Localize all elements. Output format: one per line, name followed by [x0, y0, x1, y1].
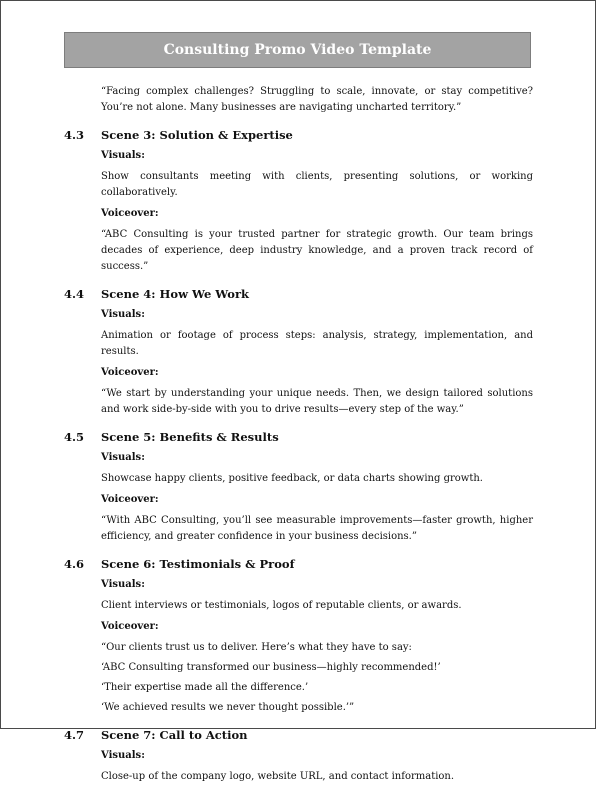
document-body [64, 84, 533, 785]
section-number: 4.4 [64, 287, 85, 301]
voiceover-text: “We start by understanding your unique needs. Then, we design tailored solutions and work side-by-side with you to drive results—every step of the way.” [101, 388, 533, 415]
section-heading-4-6 [64, 556, 533, 572]
visuals-text: Client interviews or testimonials, logos of reputable clients, or awards. [101, 600, 462, 611]
visuals-label: Visuals: [101, 452, 145, 463]
section-heading-4-7 [64, 727, 533, 743]
intro-voiceover-text: “Facing complex challenges? Struggling to scale, innovate, or stay competitive? You’re not alone. Many businesses are navigating uncharted territory.” [101, 86, 533, 113]
section-number: 4.3 [64, 128, 85, 142]
voiceover-text: “ABC Consulting is your trusted partner for strategic growth. Our team brings decades of experience, deep industry knowledge, and a proven track record of success.” [101, 229, 533, 272]
visuals-label: Visuals: [101, 579, 145, 590]
voiceover-text: “With ABC Consulting, you’ll see measurable improvements—faster growth, higher efficiency, and greater confidence in your business decisions.” [101, 515, 533, 542]
section-heading-4-5 [64, 429, 533, 445]
visuals-label: Visuals: [101, 309, 145, 320]
visuals-text: Show consultants meeting with clients, presenting solutions, or working collaboratively. [101, 171, 533, 198]
section-heading-4-3 [64, 127, 533, 143]
document-title-banner [64, 32, 531, 68]
voiceover-label: Voiceover: [101, 367, 159, 378]
section-title: Scene 4: How We Work [101, 287, 249, 301]
testimonial-quote: ‘Their expertise made all the difference.’ [101, 682, 309, 693]
section-number: 4.5 [64, 430, 85, 444]
section-title: Scene 7: Call to Action [101, 728, 248, 742]
visuals-text: Animation or footage of process steps: analysis, strategy, implementation, and results. [101, 330, 533, 357]
voiceover-label: Voiceover: [101, 621, 159, 632]
section-number: 4.6 [64, 557, 85, 571]
voiceover-line: “Our clients trust us to deliver. Here’s what they have to say: [101, 642, 412, 653]
section-heading-4-4 [64, 286, 533, 302]
visuals-text: Showcase happy clients, positive feedback, or data charts showing growth. [101, 473, 483, 484]
testimonial-quote: ‘We achieved results we never thought possible.’” [101, 702, 355, 713]
voiceover-label: Voiceover: [101, 208, 159, 219]
visuals-text: Close-up of the company logo, website URL, and contact information. [101, 771, 455, 782]
visuals-label: Visuals: [101, 150, 145, 161]
section-number: 4.7 [64, 728, 85, 742]
testimonial-quote: ‘ABC Consulting transformed our business—highly recommended!’ [101, 662, 441, 673]
voiceover-label: Voiceover: [101, 494, 159, 505]
section-title: Scene 3: Solution & Expertise [101, 128, 293, 142]
visuals-label: Visuals: [101, 750, 145, 761]
document-title: Consulting Promo Video Template [163, 42, 432, 58]
section-title: Scene 6: Testimonials & Proof [101, 557, 295, 571]
section-title: Scene 5: Benefits & Results [101, 430, 279, 444]
